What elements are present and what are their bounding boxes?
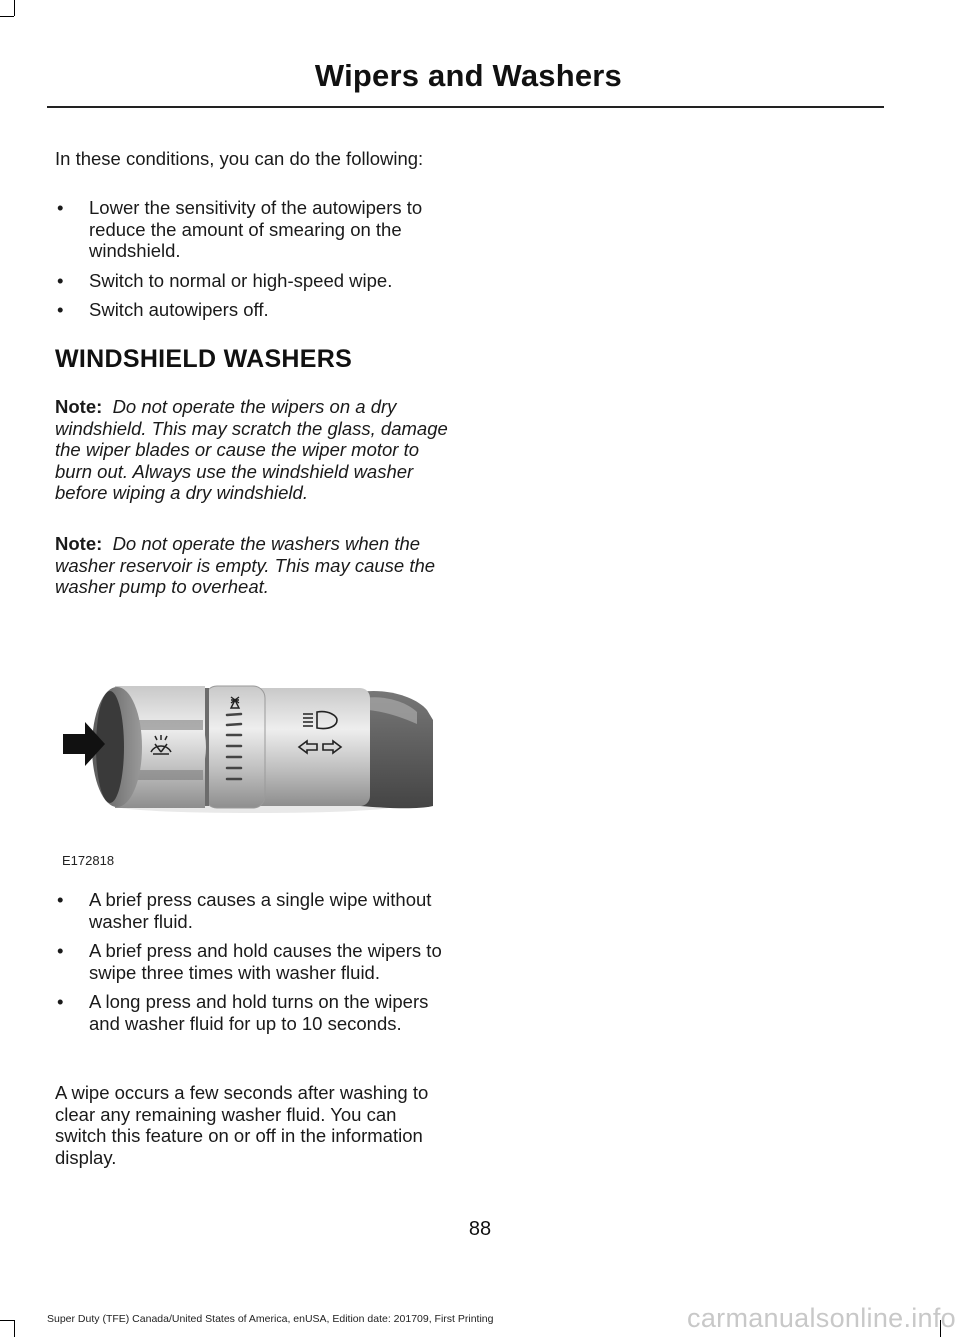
- header-divider: [47, 106, 884, 108]
- bullet-glyph: •: [57, 940, 64, 961]
- note-label: Note:: [55, 533, 103, 554]
- bullet-glyph: •: [57, 889, 64, 910]
- note-empty-reservoir: [55, 533, 450, 598]
- list-item-text: Switch autowipers off.: [89, 299, 269, 320]
- footer-edition-info: Super Duty (TFE) Canada/United States of America, enUSA, Edition date: 201709, First Printing: [47, 1313, 494, 1325]
- crop-mark: [0, 1320, 14, 1321]
- washer-bullet-list: [55, 889, 450, 1042]
- page-number: 88: [468, 1218, 492, 1240]
- list-item: [55, 889, 450, 932]
- note-label: Note:: [55, 396, 103, 417]
- note-dry-windshield: [55, 396, 450, 504]
- watermark: carmanualsonline.info: [687, 1303, 956, 1333]
- list-item-text: A brief press causes a single wipe without washer fluid.: [89, 889, 432, 932]
- intro-paragraph: In these conditions, you can do the following:: [55, 148, 424, 169]
- list-item: [55, 991, 450, 1034]
- crop-mark: [0, 16, 14, 17]
- page-title: Wipers and Washers: [314, 58, 622, 93]
- list-item: [55, 270, 450, 292]
- list-item-text: Switch to normal or high-speed wipe.: [89, 269, 393, 291]
- section-heading: WINDSHIELD WASHERS: [55, 345, 353, 373]
- closing-paragraph: A wipe occurs a few seconds after washing to clear any remaining washer fluid. You can switch this feature on or off in the information display.: [55, 1082, 429, 1168]
- note-text: Do not operate the washers when the washer reservoir is empty. This may cause the washer pump to overheat.: [55, 533, 436, 597]
- note-text: Do not operate the wipers on a dry windshield. This may scratch the glass, damage the wiper blades or cause the wiper motor to burn out. Always use the windshield washer before wiping a dry windshield.: [55, 396, 448, 503]
- figure-code: E172818: [62, 853, 115, 868]
- bullet-glyph: •: [57, 991, 64, 1012]
- bullet-glyph: •: [57, 197, 64, 218]
- bullet-glyph: •: [57, 299, 64, 320]
- list-item-text: Lower the sensitivity of the autowipers to reduce the amount of smearing on the windshield.: [89, 197, 423, 261]
- wiper-stalk-illustration: [55, 640, 450, 870]
- list-item: [55, 299, 450, 321]
- list-item-text: A long press and hold turns on the wipers and washer fluid for up to 10 seconds.: [89, 991, 429, 1034]
- list-item: [55, 940, 450, 983]
- list-item-text: A brief press and hold causes the wipers to swipe three times with washer fluid.: [89, 940, 442, 983]
- crop-mark: [14, 1320, 15, 1337]
- bullet-glyph: •: [57, 269, 64, 291]
- list-item: [55, 197, 450, 262]
- crop-mark: [14, 0, 15, 16]
- intro-bullet-list: [55, 197, 450, 329]
